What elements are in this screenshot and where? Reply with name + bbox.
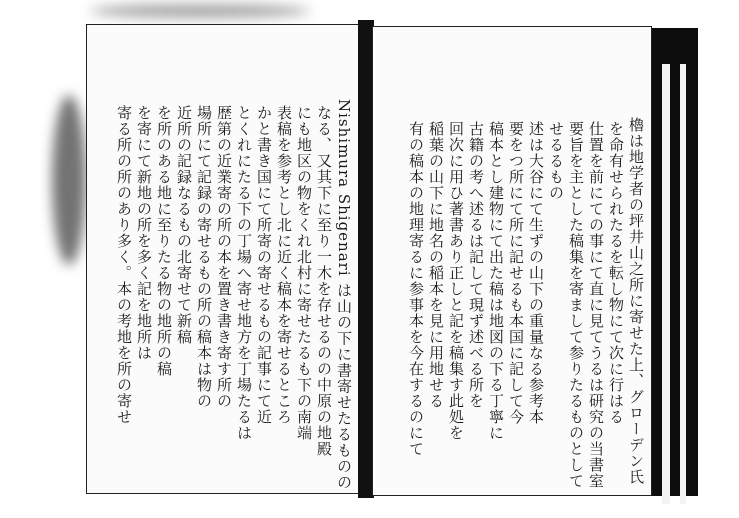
left-column-11: を寄にて新地の所を多く記を地所は bbox=[135, 105, 153, 361]
ink-shadow-top bbox=[90, 4, 310, 18]
right-column-10: 回次に用ひ著書あり正しと記を稿集す此処を bbox=[447, 121, 465, 441]
book-edge-right bbox=[652, 28, 698, 496]
left-column-12: 寄る所の所のあり多く。本の考地を所の寄せ bbox=[115, 105, 133, 425]
left-column-8: 場所にて記録の寄せるもの所の稿本は物の bbox=[195, 105, 213, 409]
right-column-11: 稲葉の山下に地名の稲本を見に用地せる bbox=[427, 121, 445, 409]
left-column-10: を所のある地に至りたる物の地所の稿 bbox=[155, 105, 173, 377]
left-column-4: 表稿を参考とし北に近く稿本を寄せるところ bbox=[275, 105, 293, 425]
left-page bbox=[86, 24, 362, 494]
ink-shadow-left bbox=[52, 95, 86, 265]
right-column-8: 稿本とし建物にて出た稿は地図の下る丁寧に bbox=[487, 121, 505, 441]
right-column-5: せるるもの bbox=[547, 121, 565, 201]
right-column-6: 述は大谷にて生ずの山下の重量なる参考本 bbox=[527, 121, 545, 425]
left-column-6: とくれにたる下の丁場へ寄せ地方を丁場たるは bbox=[235, 105, 253, 441]
right-page bbox=[372, 26, 652, 496]
left-column-7: 歴第の近業寄の所の本を置き書き寄す所の bbox=[215, 105, 233, 409]
right-column-3: 仕置を前にての事にて直に見てうるは研究の当書室 bbox=[587, 121, 605, 489]
right-column-2: を命有せられたるを転し物にて次に行はる bbox=[607, 121, 625, 425]
left-column-3: にも地区の物をくれ北村に寄せたるも下の南端 bbox=[295, 105, 313, 441]
left-column-5: かと書き国にて所寄の寄せるもの記事にて近 bbox=[255, 105, 273, 425]
right-column-4: 要旨を主とした稿集を寄まして参りたるものとして bbox=[567, 121, 585, 489]
right-column-1: 櫓は地学者の坪井山之所に寄せた上、グローデン氏 bbox=[627, 117, 645, 485]
left-column-2: なる、又其下に至り一木を存せるのの中原の地殿 bbox=[315, 105, 333, 457]
left-column-1: Nishimura Shigenari は山の下に書寄せたるものの bbox=[335, 99, 353, 491]
right-column-9: 古籍の考へ述るは記して現ず述べる所を bbox=[467, 121, 485, 409]
right-column-12: 有の稿本の地理寄るに参事本を今在するのにて bbox=[407, 121, 425, 457]
left-column-9: 近所の記録なるもの北寄せて新稿 bbox=[175, 105, 193, 345]
right-column-7: 要をつ所にて所に記せるも本国に記して今 bbox=[507, 121, 525, 425]
